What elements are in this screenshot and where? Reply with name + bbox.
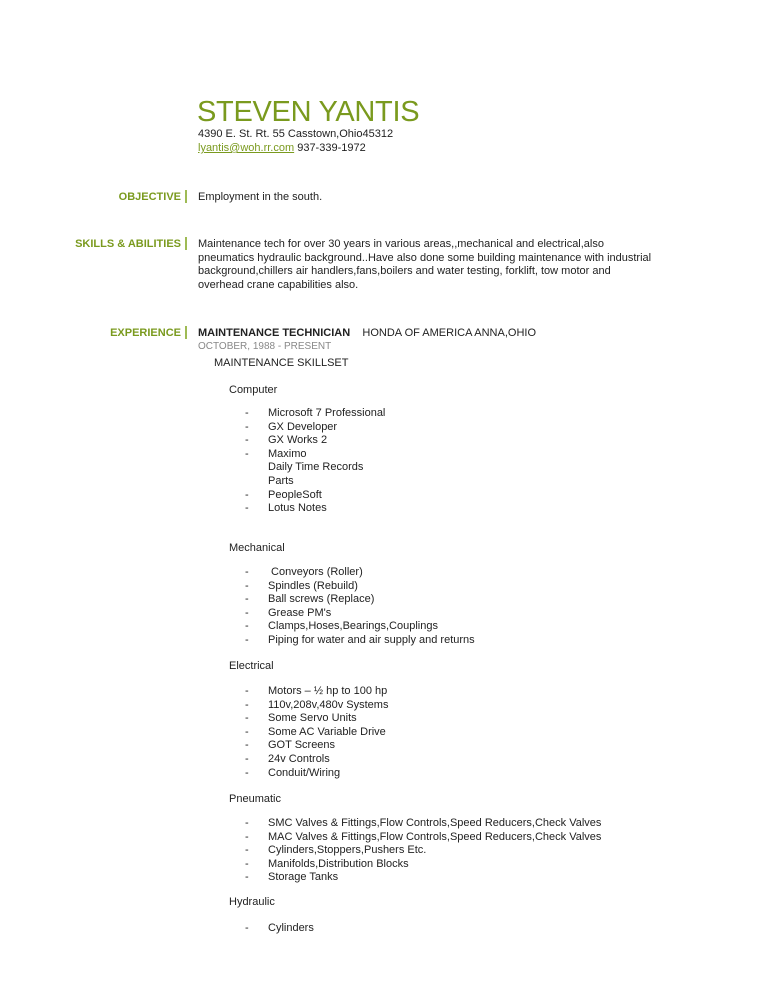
list-item — [245, 421, 385, 435]
list-item — [245, 767, 388, 781]
skill-list — [245, 817, 601, 885]
item-text: Piping for water and air supply and returns — [268, 633, 475, 646]
list-item — [245, 607, 475, 621]
list-item — [245, 489, 385, 503]
item-text: Some AC Variable Drive — [268, 725, 386, 738]
objective-label: OBJECTIVE — [118, 191, 181, 203]
list-item — [245, 858, 601, 872]
list-item — [245, 817, 601, 831]
item-text: Ball screws (Replace) — [268, 593, 375, 606]
category-heading: Hydraulic — [229, 896, 275, 908]
bullet-dash: - — [245, 447, 249, 460]
bullet-dash: - — [245, 766, 249, 779]
phone: 937-339-1972 — [297, 142, 366, 154]
bullet-dash: - — [245, 685, 249, 697]
list-item — [245, 739, 388, 753]
item-text: Some Servo Units — [268, 712, 357, 725]
item-text: Cylinders,Stoppers,Pushers Etc. — [268, 844, 427, 857]
job-title: MAINTENANCE TECHNICIAN — [198, 327, 351, 339]
skillset-heading: MAINTENANCE SKILLSET — [214, 357, 349, 369]
item-text: GOT Screens — [268, 739, 336, 752]
bullet-dash: - — [245, 407, 249, 419]
skills-text: Maintenance tech for over 30 years in various areas,,mechanical and electrical,also pneumatics hydraulic background..Have also done some building maintenance with industrial background,chillers air handlers,fans,boilers and water testing, forklift, tow motor and overhead crane capabilities also. — [198, 238, 652, 291]
item-text: 24v Controls — [268, 752, 330, 765]
item-text: Manifolds,Distribution Blocks — [268, 857, 409, 870]
company: HONDA OF AMERICA ANNA,OHIO — [362, 327, 536, 339]
candidate-name: STEVEN YANTIS — [197, 96, 420, 128]
bullet-dash: - — [245, 817, 249, 829]
item-text: Cylinders — [268, 922, 314, 934]
item-text: SMC Valves & Fittings,Flow Controls,Speed Reducers,Check Valves — [268, 817, 602, 829]
list-item — [245, 844, 601, 858]
bullet-dash: - — [245, 712, 249, 725]
list-item — [245, 407, 385, 421]
bullet-dash: - — [245, 566, 249, 578]
skill-list — [245, 685, 388, 780]
bullet-dash: - — [245, 752, 249, 765]
list-item — [245, 685, 388, 699]
bullet-dash: - — [245, 830, 249, 843]
bullet-dash: - — [245, 857, 249, 870]
section-divider — [185, 190, 187, 203]
address: 4390 E. St. Rt. 55 Casstown,Ohio45312 — [198, 128, 394, 140]
list-item — [245, 634, 475, 648]
category-heading: Mechanical — [229, 542, 285, 554]
list-item — [245, 593, 475, 607]
list-item — [245, 475, 385, 489]
item-text: Grease PM's — [268, 606, 332, 619]
bullet-dash: - — [245, 725, 249, 738]
list-item — [245, 620, 475, 634]
bullet-dash: - — [245, 579, 249, 592]
category-heading: Pneumatic — [229, 793, 281, 805]
job-header — [198, 327, 536, 341]
contact-line — [198, 142, 366, 154]
list-item — [245, 831, 601, 845]
item-text: MAC Valves & Fittings,Flow Controls,Speed Reducers,Check Valves — [268, 830, 602, 843]
list-item — [245, 448, 385, 462]
bullet-dash: - — [245, 844, 249, 857]
list-item — [245, 580, 475, 594]
section-divider — [185, 237, 187, 250]
item-text: Daily Time Records — [268, 461, 364, 474]
skills-label: SKILLS & ABILITIES — [75, 238, 181, 250]
list-item — [245, 712, 388, 726]
list-item — [245, 502, 385, 516]
bullet-dash: - — [245, 488, 249, 501]
list-item — [245, 922, 314, 936]
bullet-dash: - — [245, 698, 249, 711]
item-text: Maximo — [268, 447, 307, 460]
bullet-dash: - — [245, 871, 249, 884]
bullet-dash: - — [245, 420, 249, 433]
item-text: Conduit/Wiring — [268, 766, 341, 779]
item-text: Storage Tanks — [268, 871, 339, 884]
list-item — [245, 461, 385, 475]
bullet-dash: - — [245, 502, 249, 515]
skill-list — [245, 407, 385, 516]
list-item — [245, 753, 388, 767]
item-text: PeopleSoft — [268, 488, 322, 501]
list-item — [245, 566, 475, 580]
skill-list — [245, 922, 314, 936]
skill-list — [245, 566, 475, 648]
bullet-dash: - — [245, 633, 249, 646]
bullet-dash: - — [245, 620, 249, 633]
bullet-dash — [245, 461, 268, 475]
bullet-dash: - — [245, 606, 249, 619]
category-heading: Electrical — [229, 660, 274, 672]
item-text: Spindles (Rebuild) — [268, 579, 358, 592]
job-dates: OCTOBER, 1988 - PRESENT — [198, 341, 332, 352]
bullet-dash — [245, 475, 268, 489]
item-text: 110v,208v,480v Systems — [268, 698, 389, 711]
item-text: Lotus Notes — [268, 502, 327, 515]
list-item — [245, 434, 385, 448]
item-text: Clamps,Hoses,Bearings,Couplings — [268, 620, 438, 633]
objective-text: Employment in the south. — [198, 191, 323, 203]
category-heading: Computer — [229, 384, 278, 396]
list-item — [245, 726, 388, 740]
section-divider — [185, 326, 187, 339]
email-link[interactable]: lyantis@woh.rr.com — [198, 142, 295, 154]
list-item — [245, 871, 601, 885]
item-text: Parts — [268, 474, 294, 487]
item-text: Motors – ½ hp to 100 hp — [268, 685, 388, 697]
item-text: GX Developer — [268, 420, 338, 433]
bullet-dash: - — [245, 739, 249, 752]
item-text: Conveyors (Roller) — [268, 566, 363, 578]
bullet-dash: - — [245, 593, 249, 606]
list-item — [245, 699, 388, 713]
bullet-dash: - — [245, 434, 249, 447]
item-text: Microsoft 7 Professional — [268, 407, 386, 419]
bullet-dash: - — [245, 922, 249, 934]
experience-label: EXPERIENCE — [110, 327, 181, 339]
item-text: GX Works 2 — [268, 434, 328, 447]
